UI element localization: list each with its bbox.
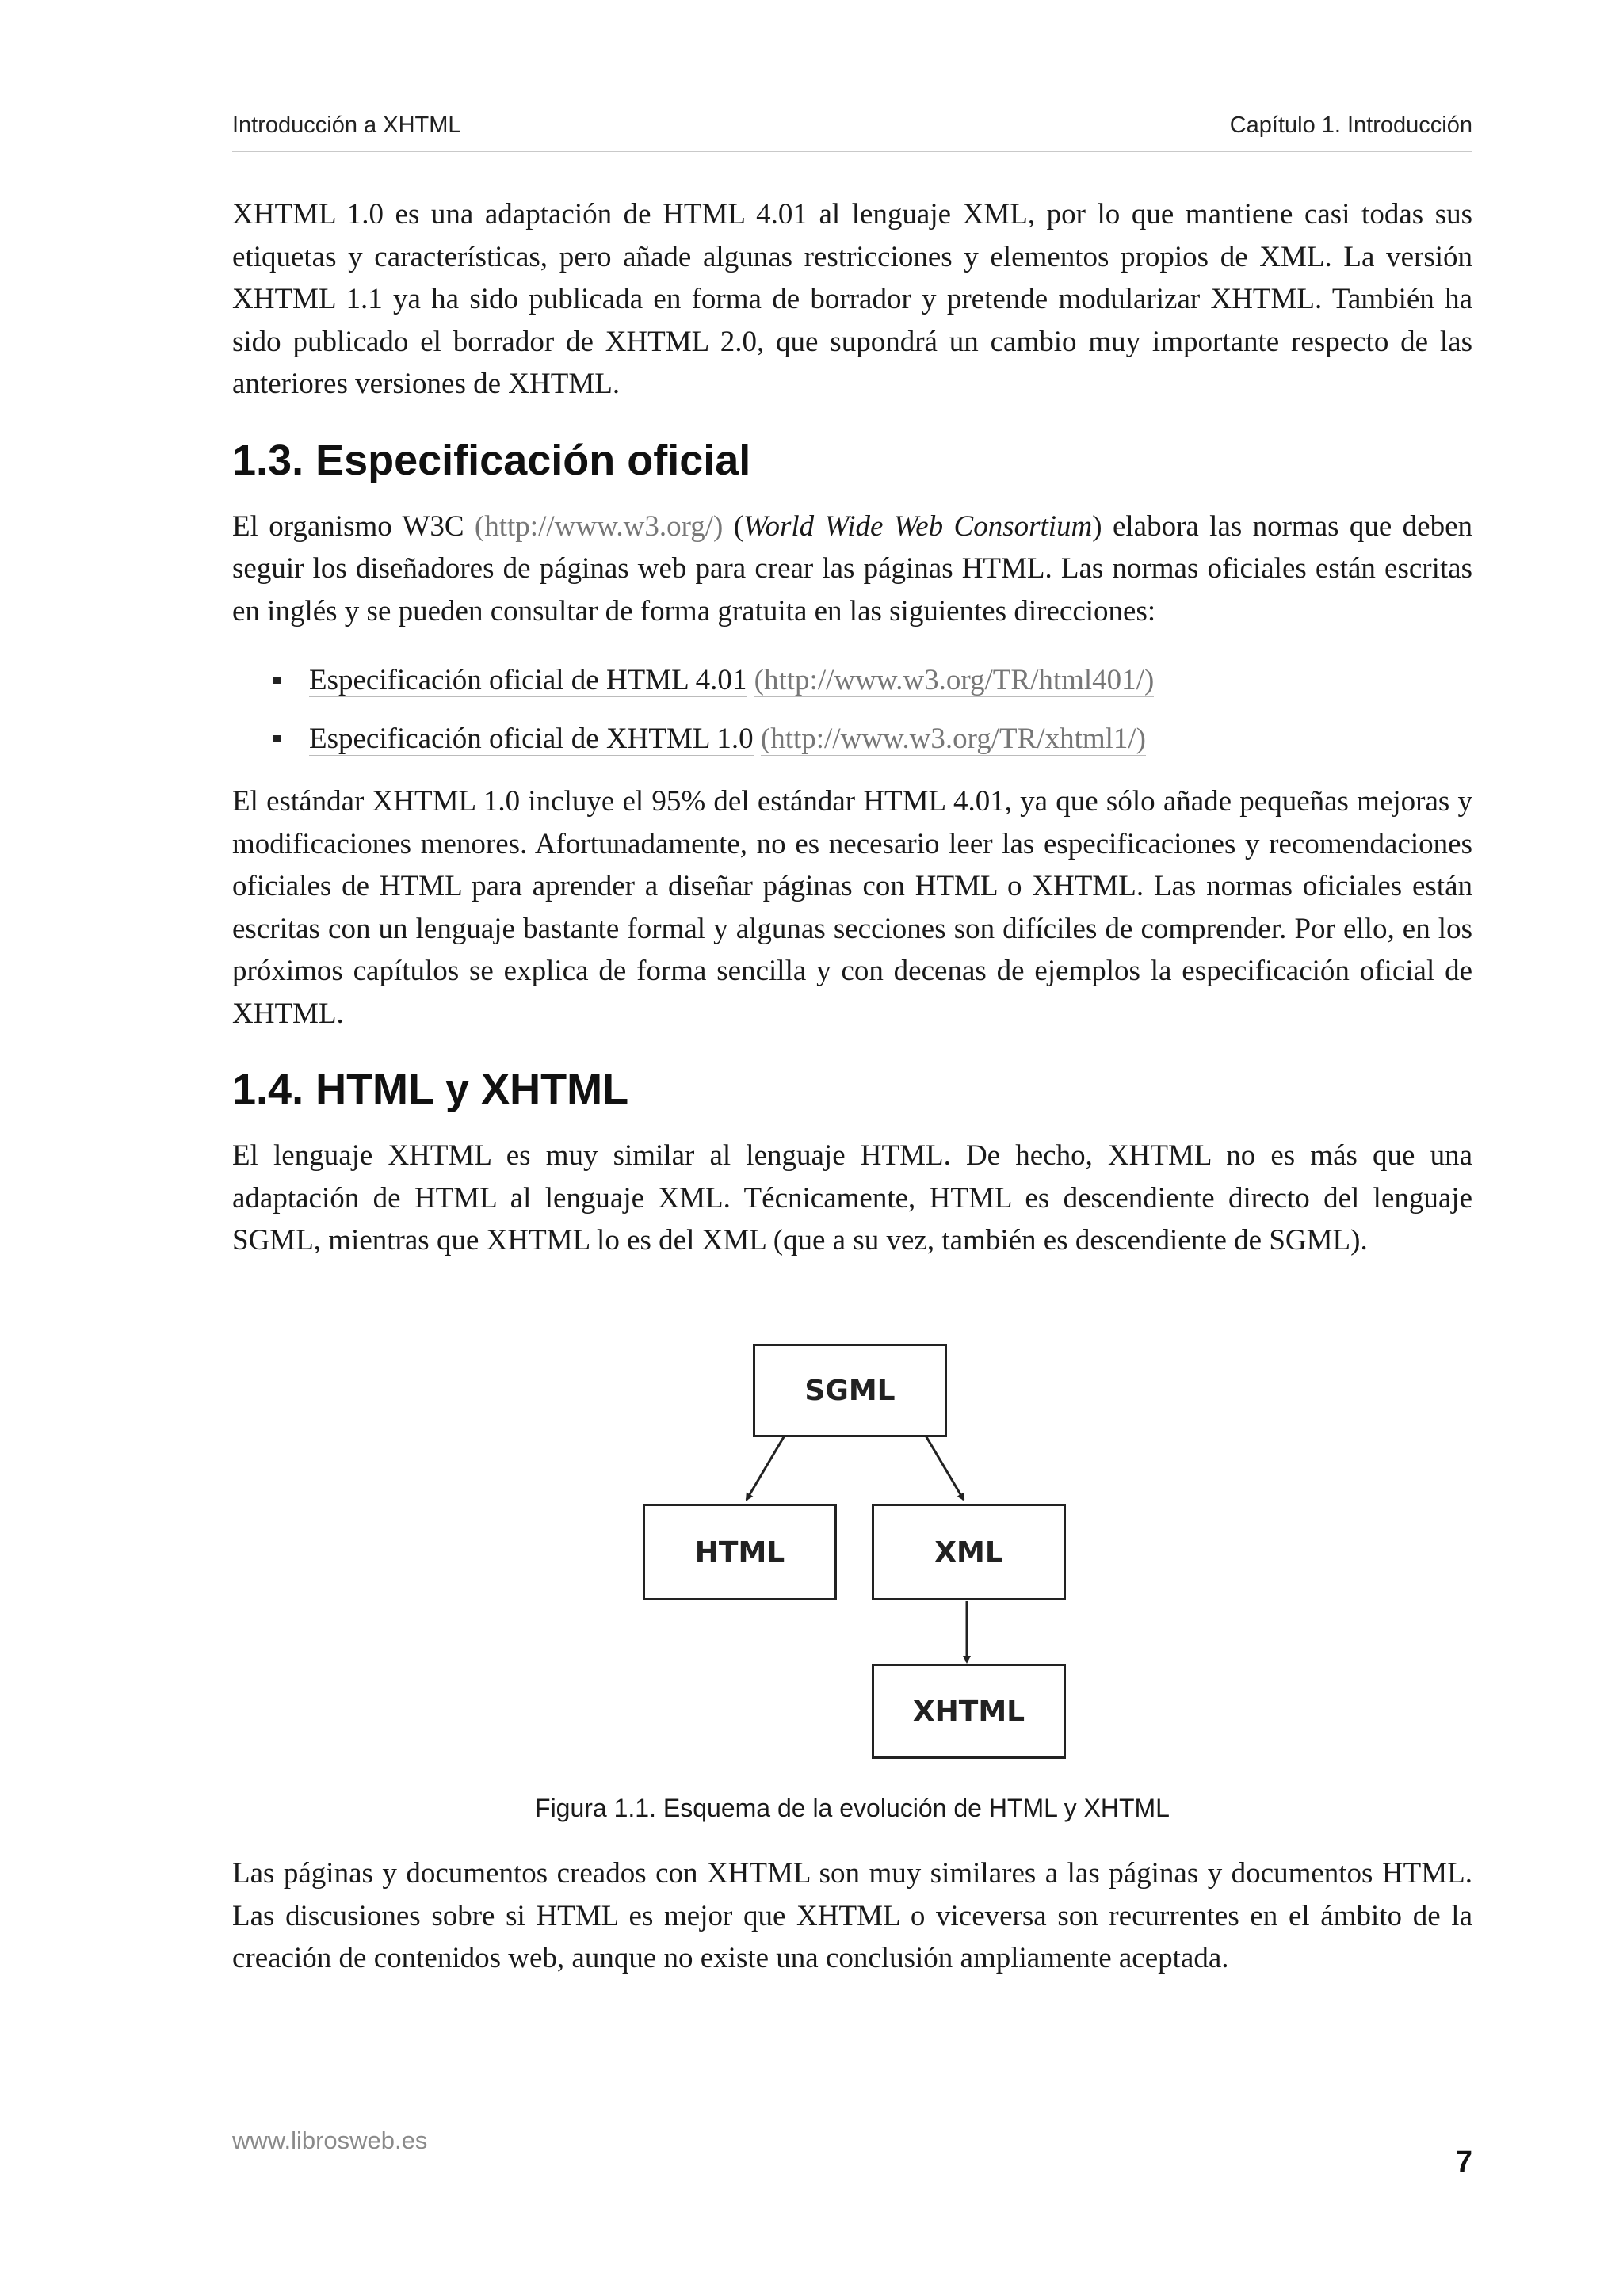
node-xml: XML <box>872 1504 1066 1600</box>
footer-url[interactable]: www.librosweb.es <box>232 2126 428 2154</box>
node-html: HTML <box>643 1504 837 1600</box>
section-1-3-heading: 1.3. Especificación oficial <box>232 436 751 484</box>
section-1-3-paragraph-2: El estándar XHTML 1.0 incluye el 95% del estándar HTML 4.01, ya que sólo añade pequeñas mejoras y modificaciones menores. Afortunadamente, no es necesario leer las especificaciones y recomendaciones oficiales de HTML para aprender a diseñar páginas con HTML o XHTML. Las normas oficiales están escritas con un lenguaje bastante formal y algunas secciones son difíciles de comprender. Por ello, en los próximos capítulos se explica de forma sencilla y con decenas de ejemplos la especificación oficial de XHTML. <box>232 785 1472 1030</box>
spec-html401-link[interactable]: Especificación oficial de HTML 4.01 <box>309 664 747 696</box>
page-content-lower <box>232 1852 1472 2007</box>
arrow-sgml-to-xml <box>926 1436 964 1500</box>
node-xhtml: XHTML <box>872 1664 1066 1759</box>
section-1-4-paragraph-1: El lenguaje XHTML es muy similar al lenguaje HTML. De hecho, XHTML no es más que una adaptación de HTML al lenguaje XML. Técnicamente, HTML es descendiente directo del lenguaje SGML, mientras que XHTML lo es del XML (que a su vez, también es descendiente de SGML). <box>232 1139 1472 1257</box>
list-item <box>232 659 1472 702</box>
w3c-url[interactable]: (http://www.w3.org/) <box>474 509 724 543</box>
section-1-4-heading: 1.4. HTML y XHTML <box>232 1066 629 1113</box>
section-1-3-paragraph-1: El organismo W3C (http://www.w3.org/) (World Wide Web Consortium) elabora las normas que deben seguir los diseñadores de páginas web para crear las páginas HTML. Las normas oficiales están escritas en inglés y se pueden consultar de forma gratuita en las siguientes direcciones: <box>232 509 1472 627</box>
intro-paragraph: XHTML 1.0 es una adaptación de HTML 4.01 al lenguaje XML, por lo que mantiene casi todas sus etiquetas y características, pero añade algunas restricciones y elementos propios de XML. La versión XHTML 1.1 ya ha sido publicada en forma de borrador y pretende modularizar XHTML. También ha sido publicado el borrador de XHTML 2.0, que supondrá un cambio muy importante respecto de las anteriores versiones de XHTML. <box>232 198 1472 400</box>
page-content <box>232 193 1472 1289</box>
p1-text-before: El organismo <box>232 509 403 543</box>
bullet-icon <box>273 677 281 684</box>
bullet-icon <box>273 735 281 742</box>
spec-html401-url[interactable]: (http://www.w3.org/TR/html401/) <box>754 664 1155 696</box>
spec-xhtml1-link[interactable]: Especificación oficial de XHTML 1.0 <box>309 722 754 755</box>
page-header <box>232 111 1472 152</box>
evolution-diagram <box>634 1337 1078 1765</box>
header-book-title: Introducción a XHTML <box>232 113 461 138</box>
w3c-link[interactable]: W3C <box>402 509 464 543</box>
header-chapter-title: Capítulo 1. Introducción <box>1229 113 1472 138</box>
spec-list <box>232 659 1472 760</box>
figure-caption: Figura 1.1. Esquema de la evolución de HTML y XHTML <box>535 1794 1170 1822</box>
arrow-sgml-to-html <box>747 1436 785 1500</box>
spec-xhtml1-url[interactable]: (http://www.w3.org/TR/xhtml1/) <box>760 722 1147 755</box>
section-1-4-paragraph-2: Las páginas y documentos creados con XHTML son muy similares a las páginas y documentos HTML. Las discusiones sobre si HTML es mejor que XHTML o viceversa son recurrentes en el ámbito de la creación de contenidos web, aunque no existe una conclusión ampliamente aceptada. <box>232 1857 1472 1974</box>
w3c-full-name: World Wide Web Consortium <box>743 509 1093 543</box>
list-item <box>232 718 1472 761</box>
node-sgml: SGML <box>753 1344 947 1437</box>
p1-text-after: ) elabora las normas que deben seguir los diseñadores de páginas web para crear las páginas HTML. Las normas oficiales están escritas en inglés y se pueden consultar de forma gratuita en las siguientes direcciones: <box>232 509 1472 627</box>
page-number: 7 <box>1455 2145 1472 2179</box>
